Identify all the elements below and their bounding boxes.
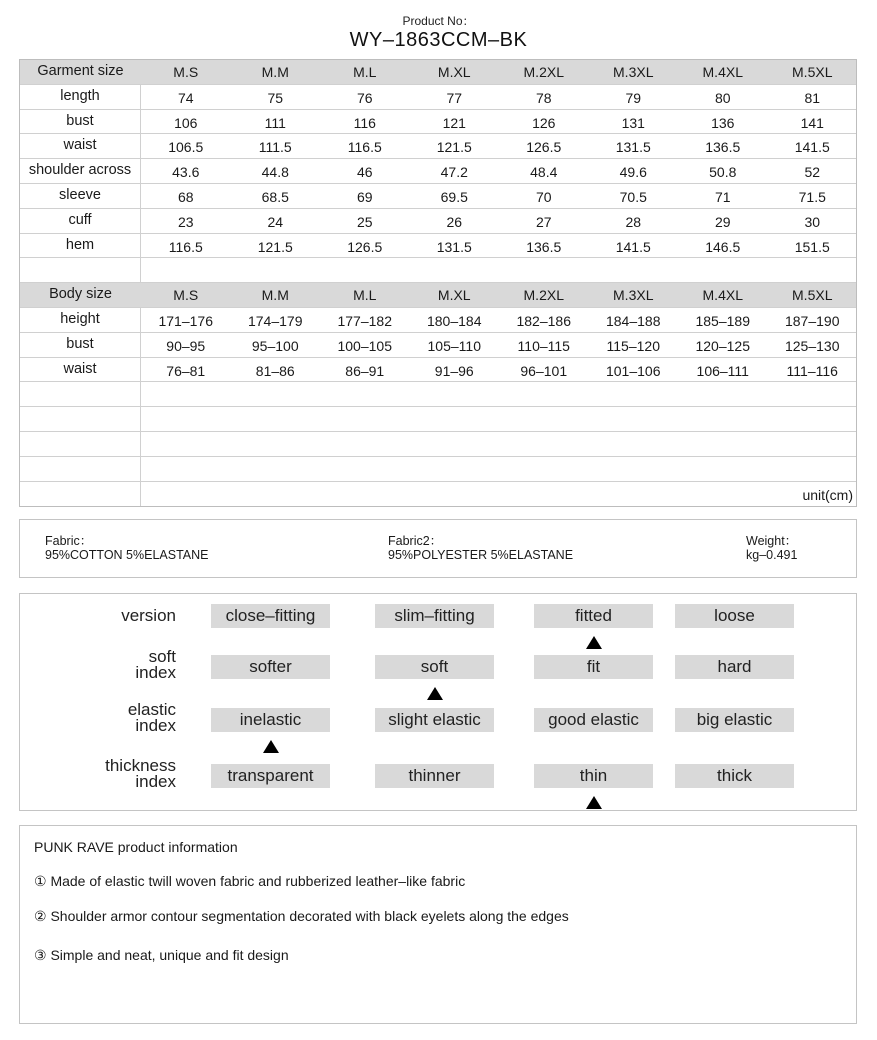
garment-row-cell: 43.6 <box>172 164 200 181</box>
unit-row-label <box>20 482 141 507</box>
garment-header-row-cell: M.S <box>173 64 199 80</box>
garment-row <box>20 159 856 184</box>
garment-row-label: cuff <box>20 209 141 233</box>
garment-row-cell: 69 <box>356 188 373 205</box>
garment-row-cell: 116.5 <box>347 139 382 156</box>
garment-row-cell: 126.5 <box>347 238 383 255</box>
unit-row <box>20 482 856 507</box>
body-row-label: waist <box>20 358 141 382</box>
garment-row-cell: 23 <box>177 213 194 230</box>
garment-row-cell: 74 <box>177 89 194 106</box>
index-option: thin <box>534 764 653 788</box>
fabric-1 <box>45 534 208 562</box>
index-option: inelastic <box>211 708 330 732</box>
garment-row-cell: 68 <box>177 188 194 205</box>
garment-row-cell: 71 <box>714 188 731 205</box>
index-row <box>20 758 856 798</box>
product-code: WY‒1863CCM‒BK <box>349 29 528 51</box>
weight-label: Weight： <box>746 534 798 548</box>
body-header-row-cell: M.L <box>353 287 377 304</box>
garment-row-cell: 49.6 <box>619 164 647 181</box>
index-option: transparent <box>211 764 330 788</box>
blank-row-cells <box>141 382 856 406</box>
garment-row-cell: 52 <box>804 164 821 181</box>
body-row-cell: 111‒116 <box>786 362 838 379</box>
garment-row-cell: 146.5 <box>705 238 741 255</box>
garment-row-cell: 47.2 <box>440 164 468 181</box>
garment-row-cell: 121 <box>442 114 466 131</box>
garment-row-cells <box>141 159 857 183</box>
body-header-row-cell: M.XL <box>437 287 471 304</box>
garment-row-cell: 46 <box>356 164 373 181</box>
blank-row-label <box>20 432 141 456</box>
garment-row-cell: 28 <box>625 213 642 230</box>
garment-header-row-cell: M.M <box>261 64 289 80</box>
body-row-label: height <box>20 308 141 332</box>
garment-row <box>20 234 856 259</box>
body-row-cells <box>141 358 857 382</box>
spacer-row-cells <box>141 258 856 282</box>
index-option: slim‒fitting <box>375 604 494 628</box>
garment-row-cells <box>141 184 857 208</box>
garment-row-label: shoulder across <box>20 159 141 183</box>
garment-row-cell: 78 <box>535 89 552 106</box>
index-label-line: index <box>135 716 176 735</box>
blank-row-label <box>20 382 141 406</box>
body-row-cell: 100‒105 <box>337 337 392 354</box>
index-label-line: thickness <box>105 756 176 775</box>
selected-marker-icon <box>586 636 602 649</box>
garment-row-cell: 69.5 <box>440 188 468 205</box>
body-row-cell: 101‒106 <box>605 362 661 379</box>
garment-header-row <box>20 60 856 85</box>
index-label <box>135 649 176 681</box>
body-header-row-cells <box>141 283 857 307</box>
fabric-1-label: Fabric： <box>45 534 93 548</box>
garment-header-row-cell: M.4XL <box>702 64 743 80</box>
index-option: fitted <box>534 604 653 628</box>
garment-row <box>20 209 856 234</box>
index-option: thinner <box>375 764 494 788</box>
garment-header-row-cell: M.3XL <box>613 64 654 80</box>
spacer-row-label <box>20 258 141 282</box>
blank-row-cells <box>141 432 856 456</box>
blank-row <box>20 432 856 457</box>
body-row-cell: 90‒95 <box>166 337 206 354</box>
index-option: good elastic <box>534 708 653 732</box>
body-row-cell: 171‒176 <box>158 312 213 329</box>
garment-row-cell: 27 <box>535 213 552 230</box>
index-label-line: index <box>135 772 176 791</box>
garment-row-cells <box>141 209 857 233</box>
garment-row-label: length <box>20 85 141 109</box>
garment-row-cell: 106.5 <box>168 139 204 156</box>
index-option: big elastic <box>675 708 794 732</box>
garment-row <box>20 134 856 159</box>
garment-row-cell: 126 <box>532 114 556 131</box>
body-row-cell: 187‒190 <box>784 312 840 329</box>
blank-row <box>20 457 856 482</box>
garment-row-cell: 48.4 <box>530 164 558 181</box>
garment-row-cell: 50.8 <box>709 164 737 181</box>
body-header-row-cell: M.S <box>173 287 199 304</box>
fabric-2-value: 95%POLYESTER 5%ELASTANE <box>388 548 574 562</box>
garment-row-label: bust <box>20 110 141 134</box>
garment-row-cell: 75 <box>267 89 284 106</box>
body-row-cells <box>141 333 857 357</box>
garment-row-cell: 126.5 <box>526 139 562 156</box>
body-header-row-cell: M.3XL <box>613 287 654 304</box>
body-row-cell: 96‒101 <box>520 362 568 379</box>
index-panel <box>19 593 857 811</box>
body-header-row-cell: M.4XL <box>702 287 743 304</box>
garment-row-cell: 70.5 <box>619 188 647 205</box>
body-header-row <box>20 283 856 308</box>
garment-row <box>20 110 856 135</box>
body-row-cell: 110‒115 <box>517 337 570 354</box>
blank-row <box>20 407 856 432</box>
index-row <box>20 604 856 644</box>
index-option: soft <box>375 655 494 679</box>
body-row-cell: 95‒100 <box>251 337 299 354</box>
index-option: thick <box>675 764 794 788</box>
garment-row-cell: 131.5 <box>615 139 651 156</box>
product-number-label: Product No： <box>402 14 475 28</box>
blank-row-cells <box>141 457 856 481</box>
garment-row-cells <box>141 85 857 109</box>
garment-row-cell: 71.5 <box>798 188 826 205</box>
garment-row-label: hem <box>20 234 141 258</box>
body-header-row-label: Body size <box>49 286 112 303</box>
garment-header-row-cell: M.2XL <box>523 64 564 80</box>
body-row-cell: 182‒186 <box>516 312 571 329</box>
garment-row-cell: 81 <box>804 89 821 106</box>
garment-header-row-cell: M.5XL <box>792 64 833 80</box>
garment-row-cell: 121.5 <box>436 139 472 156</box>
garment-row <box>20 85 856 110</box>
body-row-cell: 174‒179 <box>247 312 303 329</box>
body-row-cell: 86‒91 <box>345 362 385 379</box>
info-line-3: ③ Simple and neat, unique and fit design <box>34 947 289 963</box>
fabric-2-label: Fabric2： <box>388 534 443 548</box>
garment-row-cell: 116 <box>353 114 376 131</box>
garment-row-cell: 76 <box>356 89 373 106</box>
index-option: softer <box>211 655 330 679</box>
index-label-line: elastic <box>127 700 176 719</box>
index-label <box>121 608 176 624</box>
garment-row-cell: 136 <box>711 114 735 131</box>
garment-row-cell: 44.8 <box>261 164 289 181</box>
garment-row-cell: 25 <box>356 213 373 230</box>
body-row-cell: 180‒184 <box>426 312 482 329</box>
index-option: loose <box>675 604 794 628</box>
garment-header-row-cell: M.L <box>353 64 377 80</box>
index-label-line: index <box>135 663 176 682</box>
garment-row-cells <box>141 110 857 134</box>
garment-header-row-cell: M.XL <box>437 64 471 80</box>
info-line-1: ① Made of elastic twill woven fabric and rubberized leather‒like fabric <box>34 873 466 889</box>
product-header <box>0 14 877 52</box>
selected-marker-icon <box>586 796 602 809</box>
spacer-row <box>20 258 856 283</box>
blank-row-cells <box>141 407 856 431</box>
body-header-row-cell: M.M <box>261 287 289 304</box>
index-label <box>105 758 176 790</box>
body-row <box>20 358 856 383</box>
garment-row-cell: 70 <box>535 188 552 205</box>
garment-row-cell: 77 <box>446 89 463 106</box>
body-row-label: bust <box>20 333 141 357</box>
garment-row-cell: 68.5 <box>261 188 289 205</box>
body-row-cell: 184‒188 <box>605 312 661 329</box>
garment-row-cell: 111.5 <box>258 139 292 156</box>
info-line-2: ② Shoulder armor contour segmentation decorated with black eyelets along the edges <box>34 908 569 924</box>
garment-row-cell: 29 <box>714 213 731 230</box>
garment-row-cell: 141.5 <box>615 238 651 255</box>
body-header-row-cell: M.2XL <box>523 287 564 304</box>
fabric-1-value: 95%COTTON 5%ELASTANE <box>45 548 209 562</box>
unit-label: unit(cm) <box>802 486 853 503</box>
garment-row-cells <box>141 234 857 258</box>
garment-row-cell: 111 <box>264 114 286 131</box>
garment-row-cell: 26 <box>446 213 463 230</box>
body-row-cell: 125‒130 <box>784 337 840 354</box>
garment-header-row-label: Garment size <box>37 63 124 79</box>
body-row-cell: 81‒86 <box>255 362 295 379</box>
index-option: fit <box>534 655 653 679</box>
garment-row-cell: 106 <box>174 114 198 131</box>
body-row-cell: 185‒189 <box>695 312 750 329</box>
body-row-cell: 115‒120 <box>606 337 660 354</box>
garment-row-cell: 141.5 <box>794 139 830 156</box>
garment-row-cell: 136.5 <box>526 238 562 255</box>
garment-row-cell: 141 <box>800 114 824 131</box>
index-row <box>20 702 856 742</box>
body-row-cell: 76‒81 <box>166 362 206 379</box>
weight <box>746 534 797 562</box>
selected-marker-icon <box>263 740 279 753</box>
index-option: hard <box>675 655 794 679</box>
index-label-line: soft <box>148 647 176 666</box>
garment-row-cell: 131.5 <box>436 238 472 255</box>
body-row <box>20 308 856 333</box>
blank-row-label <box>20 457 141 481</box>
garment-row-cell: 131 <box>621 114 645 131</box>
garment-row-cell: 136.5 <box>705 139 741 156</box>
garment-row-cell: 116.5 <box>168 238 203 255</box>
garment-row-cell: 24 <box>267 213 284 230</box>
body-row-cell: 105‒110 <box>427 337 481 354</box>
garment-row-cell: 79 <box>625 89 642 106</box>
blank-row <box>20 382 856 407</box>
garment-row-cell: 151.5 <box>794 238 830 255</box>
index-option: close‒fitting <box>211 604 330 628</box>
body-row-cell: 120‒125 <box>695 337 750 354</box>
body-row-cell: 91‒96 <box>434 362 474 379</box>
garment-row-cell: 30 <box>804 213 821 230</box>
garment-row-cell: 80 <box>714 89 731 106</box>
index-option: slight elastic <box>375 708 494 732</box>
fabric-panel <box>19 519 857 578</box>
garment-row-cells <box>141 134 857 158</box>
body-row-cell: 177‒182 <box>337 312 392 329</box>
body-row <box>20 333 856 358</box>
body-row-cells <box>141 308 857 332</box>
garment-row-label: sleeve <box>20 184 141 208</box>
weight-value: kg‒0.491 <box>746 548 798 562</box>
index-label-line: version <box>121 606 176 625</box>
blank-row-label <box>20 407 141 431</box>
index-row <box>20 649 856 689</box>
index-label <box>128 702 176 734</box>
size-table <box>19 59 857 507</box>
selected-marker-icon <box>427 687 443 700</box>
product-info-title: PUNK RAVE product information <box>34 839 238 855</box>
garment-row <box>20 184 856 209</box>
body-header-row-cell: M.5XL <box>792 287 833 304</box>
garment-row-cell: 121.5 <box>257 238 293 255</box>
garment-header-row-cells <box>141 60 857 84</box>
body-row-cell: 106‒111 <box>696 362 749 379</box>
garment-row-label: waist <box>20 134 141 158</box>
product-info-panel <box>19 825 857 1024</box>
unit-row-cells <box>141 482 856 507</box>
fabric-2 <box>388 534 573 562</box>
